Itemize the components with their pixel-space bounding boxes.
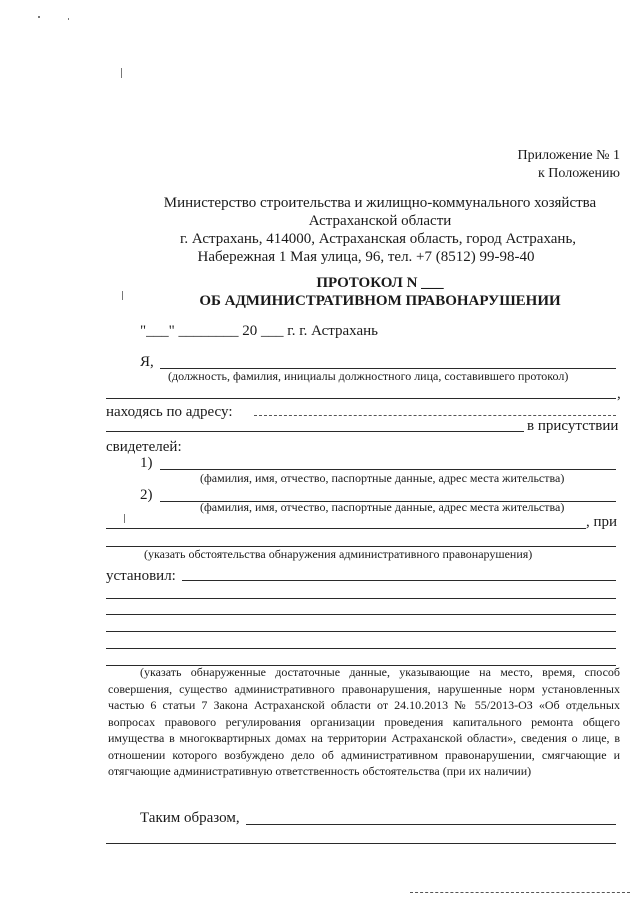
established-line[interactable] xyxy=(182,580,616,581)
org-address: г. Астрахань, 414000, Астраханская область, город Астрахань, xyxy=(179,231,577,247)
established-line-4[interactable] xyxy=(106,631,616,632)
scan-speck xyxy=(68,18,69,20)
witness2-number: 2) xyxy=(140,487,153,503)
scan-speck xyxy=(38,16,40,18)
official-line-continued[interactable] xyxy=(106,398,616,399)
address-line-continued[interactable] xyxy=(106,431,524,432)
established-line-2[interactable] xyxy=(106,598,616,599)
comma: , xyxy=(617,386,621,402)
page-bottom-edge xyxy=(410,892,630,893)
presence-label: в присутствии xyxy=(527,418,619,434)
circumstances-line[interactable] xyxy=(106,528,586,529)
witness1-number: 1) xyxy=(140,455,153,471)
established-line-3[interactable] xyxy=(106,614,616,615)
appendix-number: Приложение № 1 xyxy=(517,148,620,163)
scan-speck xyxy=(121,68,122,78)
org-phone: Набережная 1 Мая улица, 96, тел. +7 (8512) 99-98-40 xyxy=(197,249,535,265)
witness1-hint: (фамилия, имя, отчество, паспортные данные, адрес места жительства) xyxy=(200,471,565,485)
ya-label: Я, xyxy=(140,354,154,370)
protocol-title: ПРОТОКОЛ N ___ xyxy=(316,275,444,291)
org-region: Астраханской области xyxy=(308,213,452,229)
established-hint-paragraph: (указать обнаруженные достаточные данные, указывающие на место, время, способ совершения, существо административного правонарушения, нарушенные норм установленных частью 6 статьи 7 Закона Астраханской области от 24.10.2013 № 55/2013-ОЗ «Об отдельных вопросах правового регулирования организации проведения капитального ремонта общего имущества в многоквартирных домах на территории Астраханской области», сведения о лице, в отношении которого возбуждено дело об административном правонарушении, смягчающие и отягчающие административную ответственность обстоятельства (при их наличии) xyxy=(108,665,620,778)
address-line[interactable] xyxy=(254,415,616,416)
established-line-5[interactable] xyxy=(106,648,616,649)
witness2-hint: (фамилия, имя, отчество, паспортные данные, адрес места жительства) xyxy=(200,500,565,514)
appendix-reference: к Положению xyxy=(537,166,620,181)
thus-line-2[interactable] xyxy=(106,843,616,844)
established-label: установил: xyxy=(106,568,176,584)
scan-speck xyxy=(124,514,125,523)
witnesses-label: свидетелей: xyxy=(106,439,182,455)
date-place-line: "___" ________ 20 ___ г. г. Астрахань xyxy=(140,323,379,339)
thus-label: Таким образом, xyxy=(140,810,240,826)
address-label: находясь по адресу: xyxy=(106,404,233,420)
circumstances-hint: (указать обстоятельства обнаружения административного правонарушения) xyxy=(144,547,533,561)
official-hint: (должность, фамилия, инициалы должностного лица, составившего протокол) xyxy=(168,369,569,383)
witness1-line[interactable] xyxy=(160,469,616,470)
org-name: Министерство строительства и жилищно-коммунального хозяйства xyxy=(163,195,597,211)
thus-line[interactable] xyxy=(246,824,616,825)
pri-label: , при xyxy=(586,514,618,530)
protocol-subtitle: ОБ АДМИНИСТРАТИВНОМ ПРАВОНАРУШЕНИИ xyxy=(199,293,561,309)
